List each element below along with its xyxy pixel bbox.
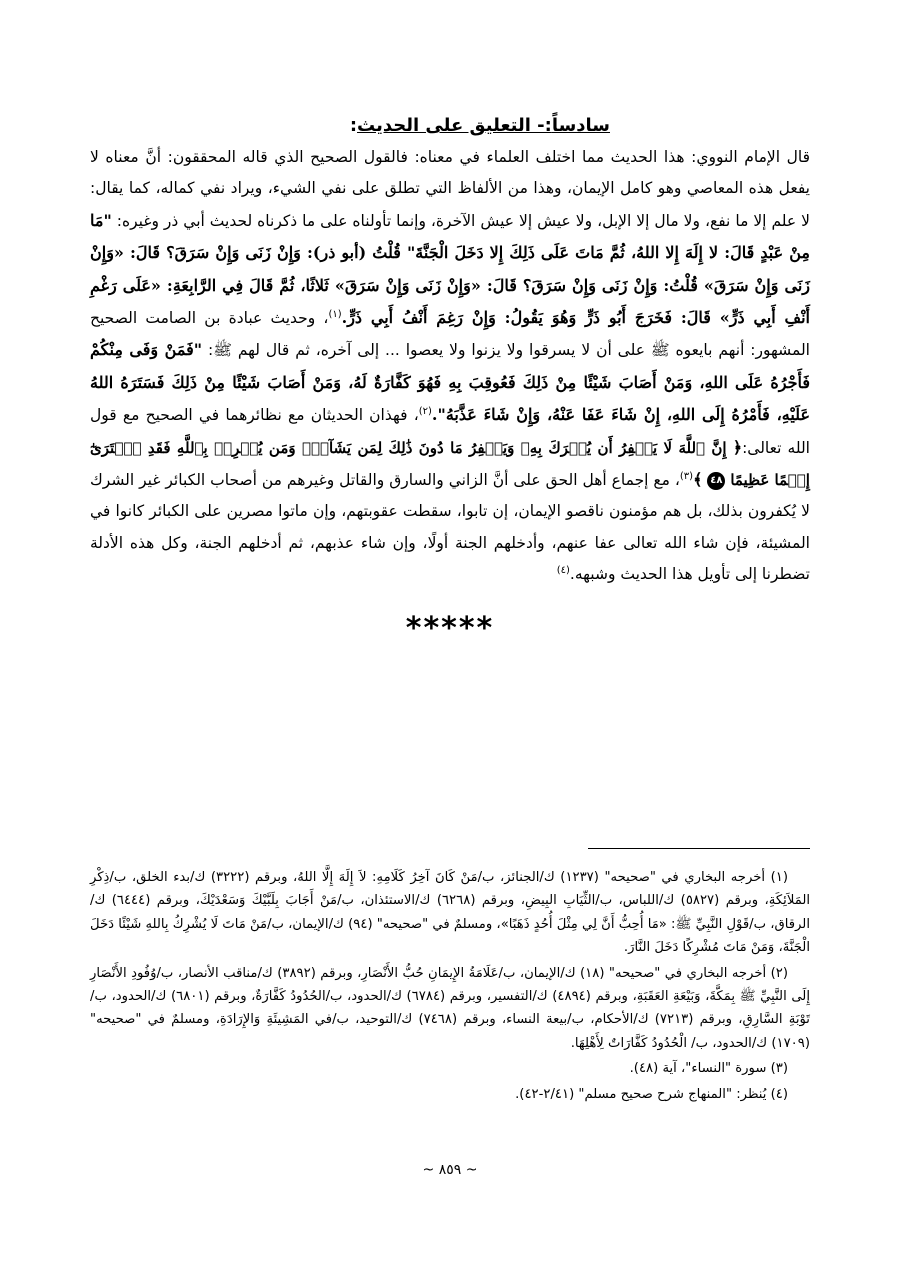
page-number: ~ ٨٥٩ ~ [422, 1162, 478, 1178]
main-content [90, 112, 810, 647]
hadith-abu-dharr: "مَا مِنْ عَبْدٍ قَالَ: لا إِلَهَ إِلا اللهُ، ثُمَّ مَاتَ عَلَى ذَلِكَ إِلا دَخَلَ الْجَنَّةَ" قُلْتُ (أبو ذر): وَإِنْ زَنَى وَإِنْ سَرَقَ؟ قَالَ: «وَإِنْ زَنَى وَإِنْ سَرَقَ» قُلْتُ: وَإِنْ زَنَى وَإِنْ سَرَقَ؟ قَالَ: «وَإِنْ زَنَى وَإِنْ سَرَقَ» ثَلاثًا، ثُمَّ قَالَ فِي الرَّابِعَةِ: «عَلَى رَغْمِ أَنْفِ أَبِي ذَرٍّ» قَالَ: فَخَرَجَ أَبُو ذَرٍّ وَهُوَ يَقُولُ: وَإِنْ رَغِمَ أَنْفُ أَبِي ذَرٍّ. [90, 210, 811, 328]
text-ubadah: ، وحديث عبادة بن الصامت الصحيح المشهور: أنهم بايعوه ﷺ على أن لا يسرقوا ولا يزنوا ولا يعصوا ... إلى آخره، ثم قال لهم ﷺ: [90, 309, 810, 360]
footnote-2: (٢) أخرجه البخاري في "صحيحه" (١٨) ك/الإيمان، ب/عَلَامَةُ الإِيمَانِ حُبُّ الأَنْصَارِ، وبرقم (٣٨٩٢) ك/مناقب الأنصار، ب/وُفُودِ الأَنْصَارِ إِلَى النَّبِيِّ ﷺ بِمَكَّةَ، وَبَيْعَةِ العَقَبَةِ، وبرقم (٤٨٩٤) ك/التفسير، وبرقم (٦٧٨٤) ك/الحدود، ب/الحُدُودُ كَفَّارَةٌ، وبرقم (٦٨٠١) ك/الحدود، ب/تَوْبَةِ السَّارِقِ، وبرقم (٧٢١٣) ك/الأحكام، ب/بيعة النساء، وبرقم (٧٤٦٨) ك/التوحيد، ب/في المَشِيئَةِ وَالإِرَادَةِ، ومسلمٌ في "صحيحه" (١٧٠٩) ك/الحدود، ب/ الْحُدُودُ كَفَّارَاتٌ لِأَهْلِهَا. [90, 965, 810, 1051]
heading-colon: : [349, 115, 358, 136]
footnote-3: (٣) سورة "النساء"، آية (٤٨). [629, 1061, 788, 1077]
footnote-ref-2[interactable]: (٢) [418, 406, 432, 418]
heading-title: :- التعليق على الحديث [357, 115, 552, 136]
quran-bracket-close: ﴾ [693, 470, 703, 490]
footnote-ref-1[interactable]: (١) [328, 308, 342, 320]
text-verse-intro: ، فهذان الحديثان مع نظائرهما في الصحيح مع قول الله تعالى: [90, 406, 810, 457]
section-separator: ***** [405, 610, 495, 646]
quran-bracket-open: ﴿ [732, 437, 743, 457]
footnote-4: (٤) يُنظر: "المنهاج شرح صحيح مسلم" (٢/٤١-٤٢). [515, 1086, 788, 1102]
hadith-ubadah: "فَمَنْ وَفَى مِنْكُمْ فَأَجْرُهُ عَلَى اللهِ، وَمَنْ أَصَابَ شَيْئًا مِنْ ذَلِكَ فَعُوقِبَ بِهِ فَهُوَ كَفَّارَةٌ لَهُ، وَمَنْ أَصَابَ شَيْئًا مِنْ ذَلِكَ فَسَتَرَهُ اللهُ عَلَيْهِ، فَأَمْرُهُ إِلَى اللهِ، إِنْ شَاءَ عَفَا عَنْهُ، وَإِنْ شَاءَ عَذَّبَهُ". [90, 340, 810, 425]
text-intro: قال الإمام النووي: هذا الحديث مما اختلف العلماء في معناه: فالقول الصحيح الذي قاله المحققون: أنَّ معناه لا يفعل هذه المعاصي وهو كامل الإيمان، وهذا من الألفاظ التي تطلق على نفي الشيء، ويراد نفي كماله، كما يقال: لا علم إلا ما نفع، ولا مال إلا الإبل، ولا عيش إلا عيش الآخرة، وإنما تأولناه على ما ذكرناه لحديث أبي ذر وغيره: [90, 148, 810, 230]
footnotes [90, 866, 810, 1108]
ayah-number-badge: ٤٨ [707, 472, 725, 490]
text-conclusion: ، مع إجماع أهل الحق على أنَّ الزاني والسارق والقاتل وغيرهم من أصحاب الكبائر غير الشرك لا يُكفرون بذلك، بل هم مؤمنون ناقصو الإيمان، إن تابوا، سقطت عقوبتهم، وإن ماتوا مصرين على الكبائر كانوا في المشيئة، فإن شاء الله تعالى عفا عنهم، وأدخلهم الجنة أولًا، وإن شاء عذبهم، ثم أدخلهم الجنة، وكل هذه الأدلة تضطرنا إلى تأويل هذا الحديث وشبهه. [90, 471, 810, 584]
heading-number: سادساً [551, 115, 610, 136]
section-heading [90, 112, 610, 140]
footnote-1: (١) أخرجه البخاري في "صحيحه" (١٢٣٧) ك/الجنائز، ب/مَنْ كَانَ آخِرُ كَلَامِهِ: لاَ إِلَهَ إِلَّا اللهُ، وبرقم (٣٢٢٢) ك/بدء الخلق، ب/ذِكْرِ المَلاَئِكَةِ، وبرقم (٥٨٢٧) ك/اللباس، ب/الثِّيَابِ البِيضِ، وبرقم (٦٢٦٨) ك/الاستئذان، ب/مَنْ أَجَابَ بِلَبَّيْكَ وَسَعْدَيْكَ، وبرقم (٦٤٤٤) ك/الرقاق، ب/قَوْلِ النَّبِيِّ ﷺ: «مَا أُحِبُّ أَنَّ لِي مِثْلَ أُحُدٍ ذَهَبًا»، ومسلمٌ في "صحيحه" (٩٤) ك/الإيمان، ب/مَنْ مَاتَ لَا يُشْرِكُ بِاللهِ شَيْئًا دَخَلَ الْجَنَّةَ، وَمَنْ مَاتَ مُشْرِكًا دَخَلَ النَّارَ. [90, 870, 810, 956]
commentary-paragraph [90, 142, 810, 591]
quran-verse: إِنَّ ٱللَّهَ لَا يَغۡفِرُ أَن يُشۡرَكَ بِهِۦ وَيَغۡفِرُ مَا دُونَ ذَٰلِكَ لِمَن يَشَآءُۚ وَمَن يُشۡرِكۡ بِٱللَّهِ فَقَدِ ٱفۡتَرَىٰٓ إِثۡمًا عَظِيمًا [90, 438, 810, 490]
footnote-divider [588, 848, 810, 849]
footnote-ref-4[interactable]: (٤) [556, 565, 570, 577]
footnote-ref-3[interactable]: (٣) [679, 470, 694, 482]
